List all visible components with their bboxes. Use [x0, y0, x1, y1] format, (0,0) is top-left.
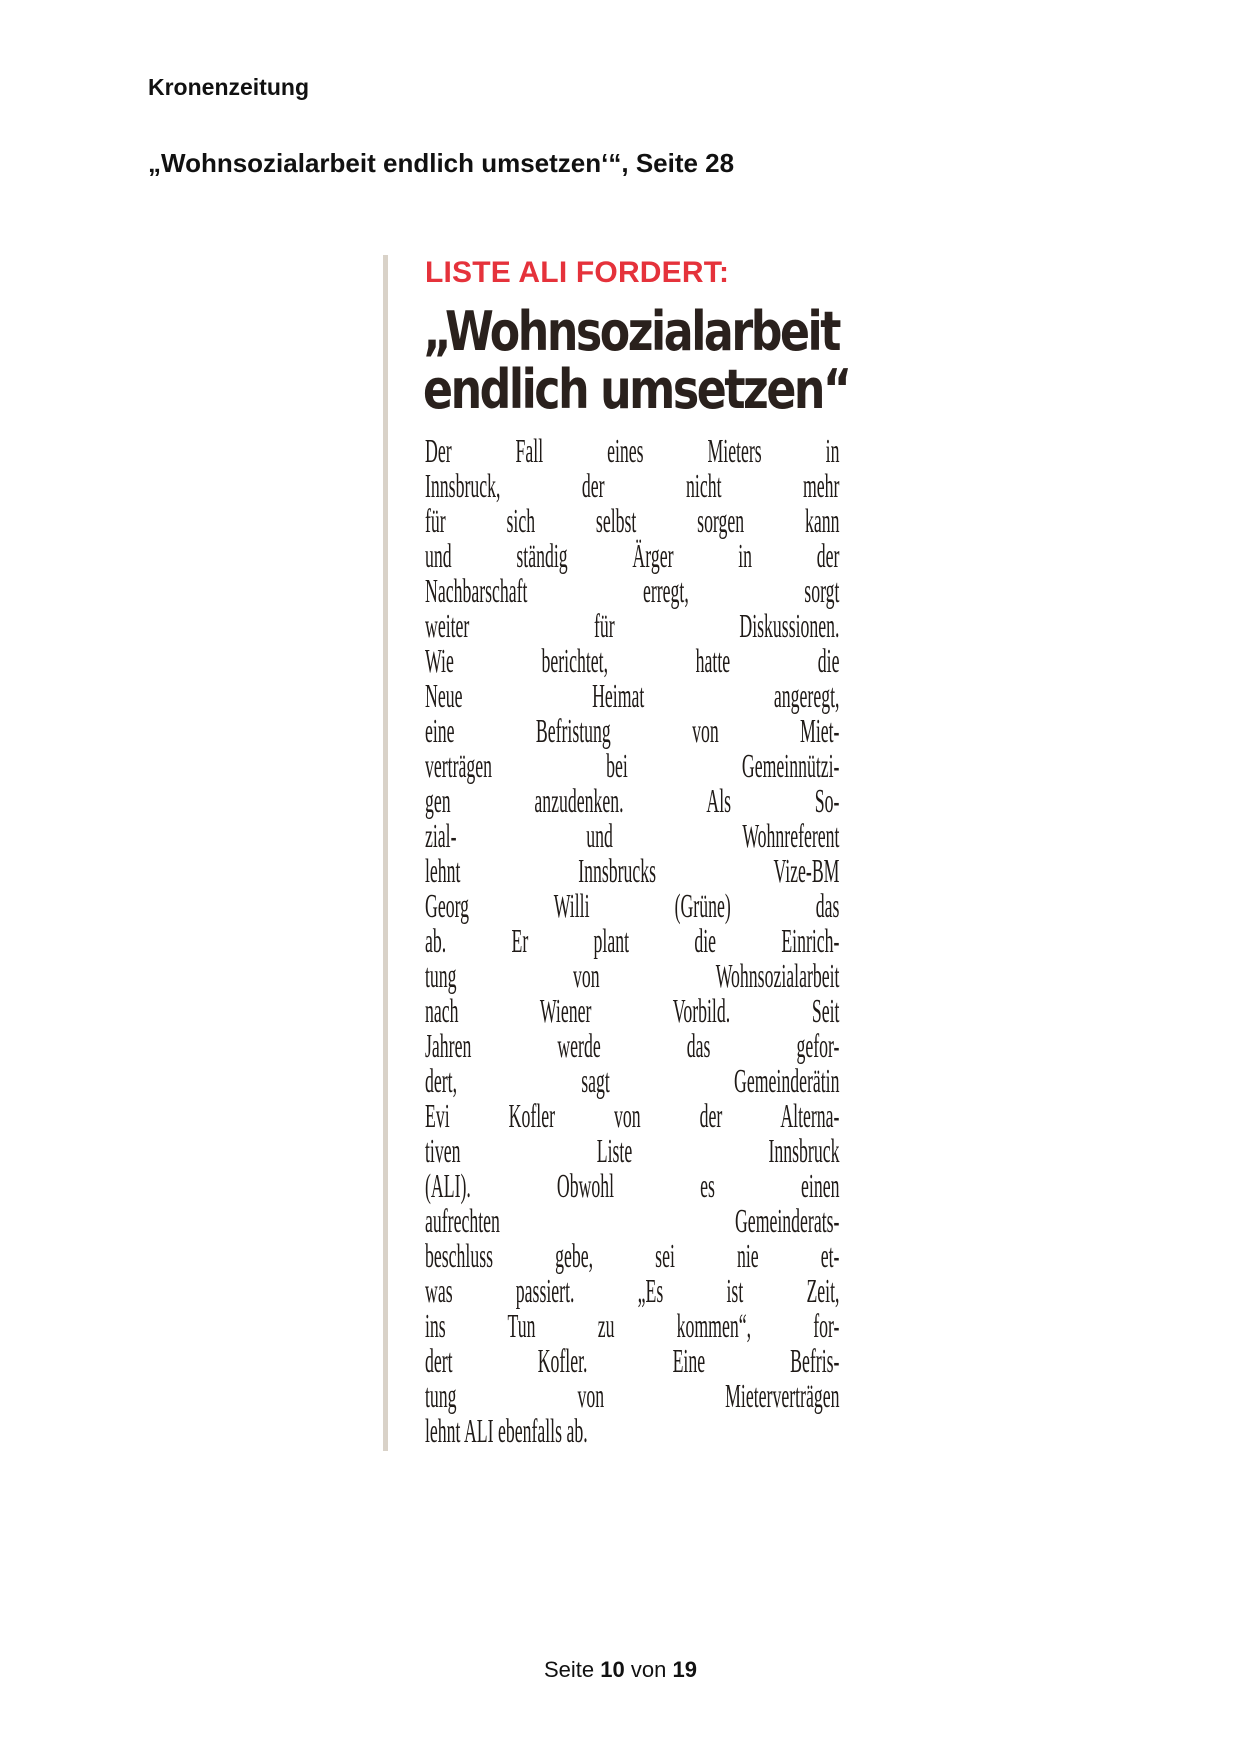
article-body-line: nach Wiener Vorbild. Seit: [425, 993, 840, 1030]
page-label: Seite: [544, 1657, 595, 1682]
article-body-line: ins Tun zu kommen“, for-: [425, 1308, 840, 1345]
article-body-line: beschluss gebe, sei nie et-: [425, 1238, 840, 1275]
article-body-line: verträgen bei Gemeinnützi-: [425, 748, 840, 785]
article-body-line: Jahren werde das gefor-: [425, 1028, 840, 1065]
article-body-line: aufrechten Gemeinderats-: [425, 1203, 840, 1240]
article-body-line: Innsbruck, der nicht mehr: [425, 468, 840, 505]
article-body-line: was passiert. „Es ist Zeit,: [425, 1273, 840, 1310]
article-body-line: Evi Kofler von der Alterna-: [425, 1098, 840, 1135]
article-body-line: tung von Mieterverträgen: [425, 1378, 840, 1415]
article-body-line: Der Fall eines Mieters in: [425, 433, 840, 470]
article-body-line: und ständig Ärger in der: [425, 538, 840, 575]
article-body-line: ab. Er plant die Einrich-: [425, 923, 840, 960]
article-body-line: lehnt ALI ebenfalls ab.: [425, 1413, 588, 1450]
page-of-label: von: [630, 1657, 667, 1682]
article-body-line: dert Kofler. Eine Befris-: [425, 1343, 840, 1380]
headline-line: endlich umsetzen“: [423, 358, 850, 421]
article-kicker: LISTE ALI FORDERT:: [425, 256, 730, 289]
article-body-line: dert, sagt Gemeinderätin: [425, 1063, 840, 1100]
column-rule: [383, 255, 388, 1451]
current-page-number: 10: [600, 1657, 625, 1682]
article-body-line: Wie berichtet, hatte die: [425, 643, 840, 680]
article-body-line: weiter für Diskussionen.: [425, 608, 840, 645]
article-body-line: Nachbarschaft erregt, sorgt: [425, 573, 840, 610]
article-body: [425, 434, 839, 1449]
article-body-line: lehnt Innsbrucks Vize-BM: [425, 853, 840, 890]
article-body-line: tung von Wohnsozialarbeit: [425, 958, 840, 995]
article-body-line: Neue Heimat angeregt,: [425, 678, 840, 715]
article-body-line: für sich selbst sorgen kann: [425, 503, 840, 540]
article-body-line: eine Befristung von Miet-: [425, 713, 840, 750]
article-body-line: zial- und Wohnreferent: [425, 818, 840, 855]
clipping-title: „Wohnsozialarbeit endlich umsetzen‘“, Seite 28: [148, 148, 735, 178]
article-body-line: Georg Willi (Grüne) das: [425, 888, 840, 925]
newspaper-clipping: [383, 255, 850, 1451]
article-body-line: tiven Liste Innsbruck: [425, 1133, 840, 1170]
page-footer: [0, 1656, 1241, 1684]
article-body-line: gen anzudenken. Als So-: [425, 783, 840, 820]
source-name: Kronenzeitung: [148, 74, 309, 100]
article-body-line: (ALI). Obwohl es einen: [425, 1168, 840, 1205]
headline-line: „Wohnsozialarbeit: [423, 300, 839, 363]
article-headline: [423, 300, 850, 421]
total-pages-number: 19: [672, 1657, 697, 1682]
